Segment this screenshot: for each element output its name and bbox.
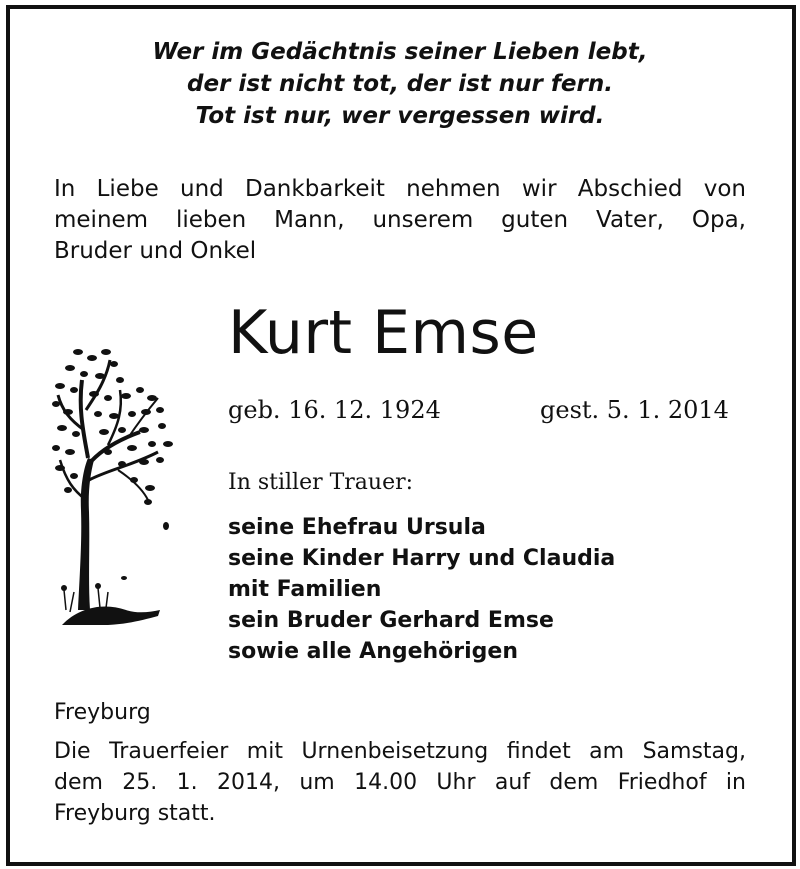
place-name: Freyburg xyxy=(54,700,151,725)
poem-line: Wer im Gedächtnis seiner Lieben lebt, xyxy=(152,39,648,65)
funeral-line: Freyburg statt. xyxy=(54,801,216,826)
poem-line: Tot ist nur, wer vergessen wird. xyxy=(195,103,605,129)
birth-date: geb. 16. 12. 1924 xyxy=(228,396,441,424)
mourner-entry: seine Kinder Harry und Claudia xyxy=(228,546,616,571)
memorial-poem xyxy=(0,36,800,132)
death-date: gest. 5. 1. 2014 xyxy=(540,396,729,424)
mourner-entry: sein Bruder Gerhard Emse xyxy=(228,608,554,633)
funeral-line: dem 25. 1. 2014, um 14.00 Uhr auf dem Friedhof in xyxy=(54,770,746,795)
mourners-list xyxy=(228,512,615,667)
intro-line: Bruder und Onkel xyxy=(54,238,257,264)
mourner-entry: sowie alle Angehörigen xyxy=(228,639,519,664)
intro-line: In Liebe und Dankbarkeit nehmen wir Abschied von xyxy=(54,176,746,202)
funeral-line: Die Trauerfeier mit Urnenbeisetzung findet am Samstag, xyxy=(54,739,746,764)
poem-line: der ist nicht tot, der ist nur fern. xyxy=(187,71,613,97)
intro-text xyxy=(54,174,746,267)
mourner-entry: mit Familien xyxy=(228,577,382,602)
tree-icon xyxy=(48,340,188,630)
funeral-info xyxy=(54,736,746,829)
deceased-name: Kurt Emse xyxy=(228,298,539,368)
intro-line: meinem lieben Mann, unserem guten Vater, Opa, xyxy=(54,207,746,233)
mourner-entry: seine Ehefrau Ursula xyxy=(228,515,486,540)
mourning-heading: In stiller Trauer: xyxy=(228,470,414,495)
